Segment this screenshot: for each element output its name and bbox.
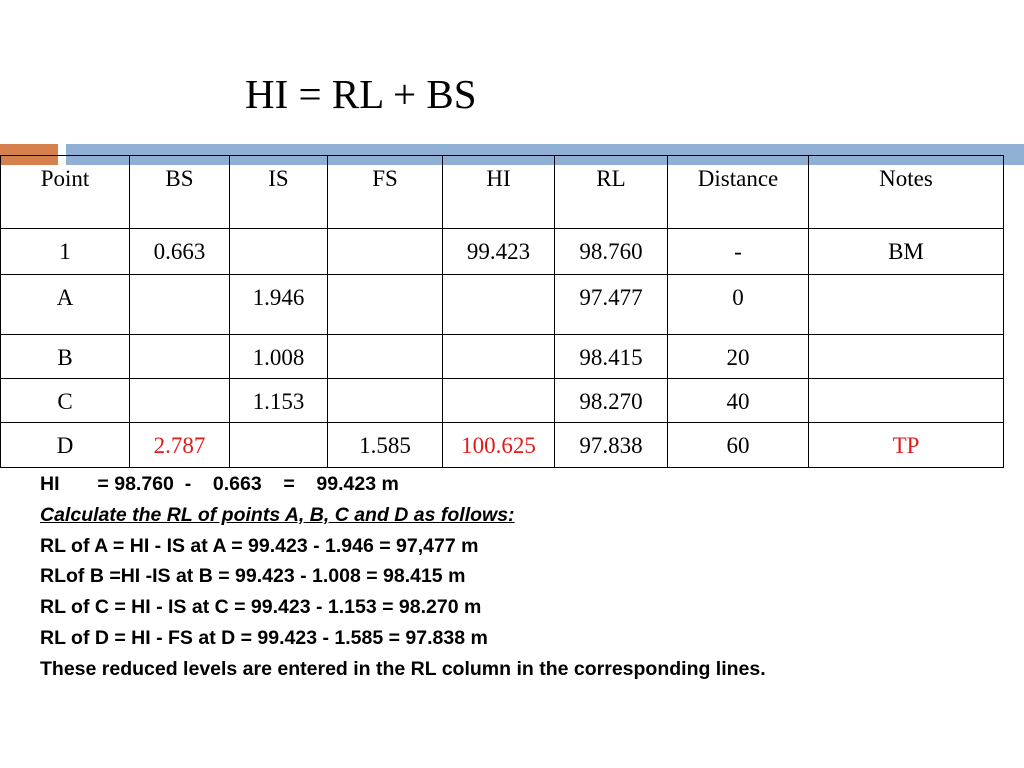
slide-title: HI = RL + BS — [245, 71, 477, 117]
cell-is — [230, 423, 328, 468]
cell-rl: 98.270 — [555, 379, 668, 423]
header-point: Point — [1, 156, 130, 229]
cell-hi — [443, 379, 555, 423]
cell-fs: 1.585 — [328, 423, 443, 468]
notes-heading: Calculate the RL of points A, B, C and D as follows: — [40, 503, 515, 526]
cell-rl: 98.415 — [555, 335, 668, 379]
cell-point: 1 — [1, 229, 130, 275]
cell-is: 1.946 — [230, 275, 328, 335]
cell-bs: 0.663 — [130, 229, 230, 275]
cell-notes — [809, 335, 1004, 379]
level-book-table — [0, 155, 1004, 468]
cell-rl: 98.760 — [555, 229, 668, 275]
cell-is: 1.008 — [230, 335, 328, 379]
cell-notes: TP — [809, 423, 1004, 468]
table-row — [1, 423, 1004, 468]
header-fs: FS — [328, 156, 443, 229]
cell-hi: 100.625 — [443, 423, 555, 468]
cell-fs — [328, 335, 443, 379]
cell-fs — [328, 379, 443, 423]
header-bs: BS — [130, 156, 230, 229]
cell-hi — [443, 335, 555, 379]
cell-distance: 20 — [668, 335, 809, 379]
table-header-row — [1, 156, 1004, 229]
cell-bs — [130, 275, 230, 335]
cell-bs — [130, 335, 230, 379]
hi-calculation-line: HI = 98.760 - 0.663 = 99.423 m — [40, 473, 399, 495]
cell-rl: 97.838 — [555, 423, 668, 468]
header-is: IS — [230, 156, 328, 229]
cell-notes — [809, 379, 1004, 423]
header-notes: Notes — [809, 156, 1004, 229]
cell-notes: BM — [809, 229, 1004, 275]
table-row — [1, 229, 1004, 275]
cell-fs — [328, 275, 443, 335]
cell-fs — [328, 229, 443, 275]
cell-point: A — [1, 275, 130, 335]
cell-rl: 97.477 — [555, 275, 668, 335]
closing-note: These reduced levels are entered in the RL column in the corresponding lines. — [40, 657, 766, 680]
cell-hi — [443, 275, 555, 335]
header-rl: RL — [555, 156, 668, 229]
cell-distance: - — [668, 229, 809, 275]
rl-calculation-a: RL of A = HI - IS at A = 99.423 - 1.946 = 97,477 m — [40, 534, 479, 557]
cell-bs — [130, 379, 230, 423]
cell-is: 1.153 — [230, 379, 328, 423]
cell-point: B — [1, 335, 130, 379]
table-row — [1, 335, 1004, 379]
cell-is — [230, 229, 328, 275]
header-distance: Distance — [668, 156, 809, 229]
rl-calculation-d: RL of D = HI - FS at D = 99.423 - 1.585 = 97.838 m — [40, 626, 488, 649]
cell-distance: 0 — [668, 275, 809, 335]
table-row — [1, 275, 1004, 335]
cell-point: D — [1, 423, 130, 468]
table-row — [1, 379, 1004, 423]
header-hi: HI — [443, 156, 555, 229]
cell-notes — [809, 275, 1004, 335]
cell-distance: 40 — [668, 379, 809, 423]
rl-calculation-c: RL of C = HI - IS at C = 99.423 - 1.153 = 98.270 m — [40, 596, 482, 619]
rl-calculation-b: RLof B =HI -IS at B = 99.423 - 1.008 = 98.415 m — [40, 565, 466, 588]
cell-bs: 2.787 — [130, 423, 230, 468]
calculation-notes — [40, 469, 1000, 685]
cell-hi: 99.423 — [443, 229, 555, 275]
cell-point: C — [1, 379, 130, 423]
cell-distance: 60 — [668, 423, 809, 468]
